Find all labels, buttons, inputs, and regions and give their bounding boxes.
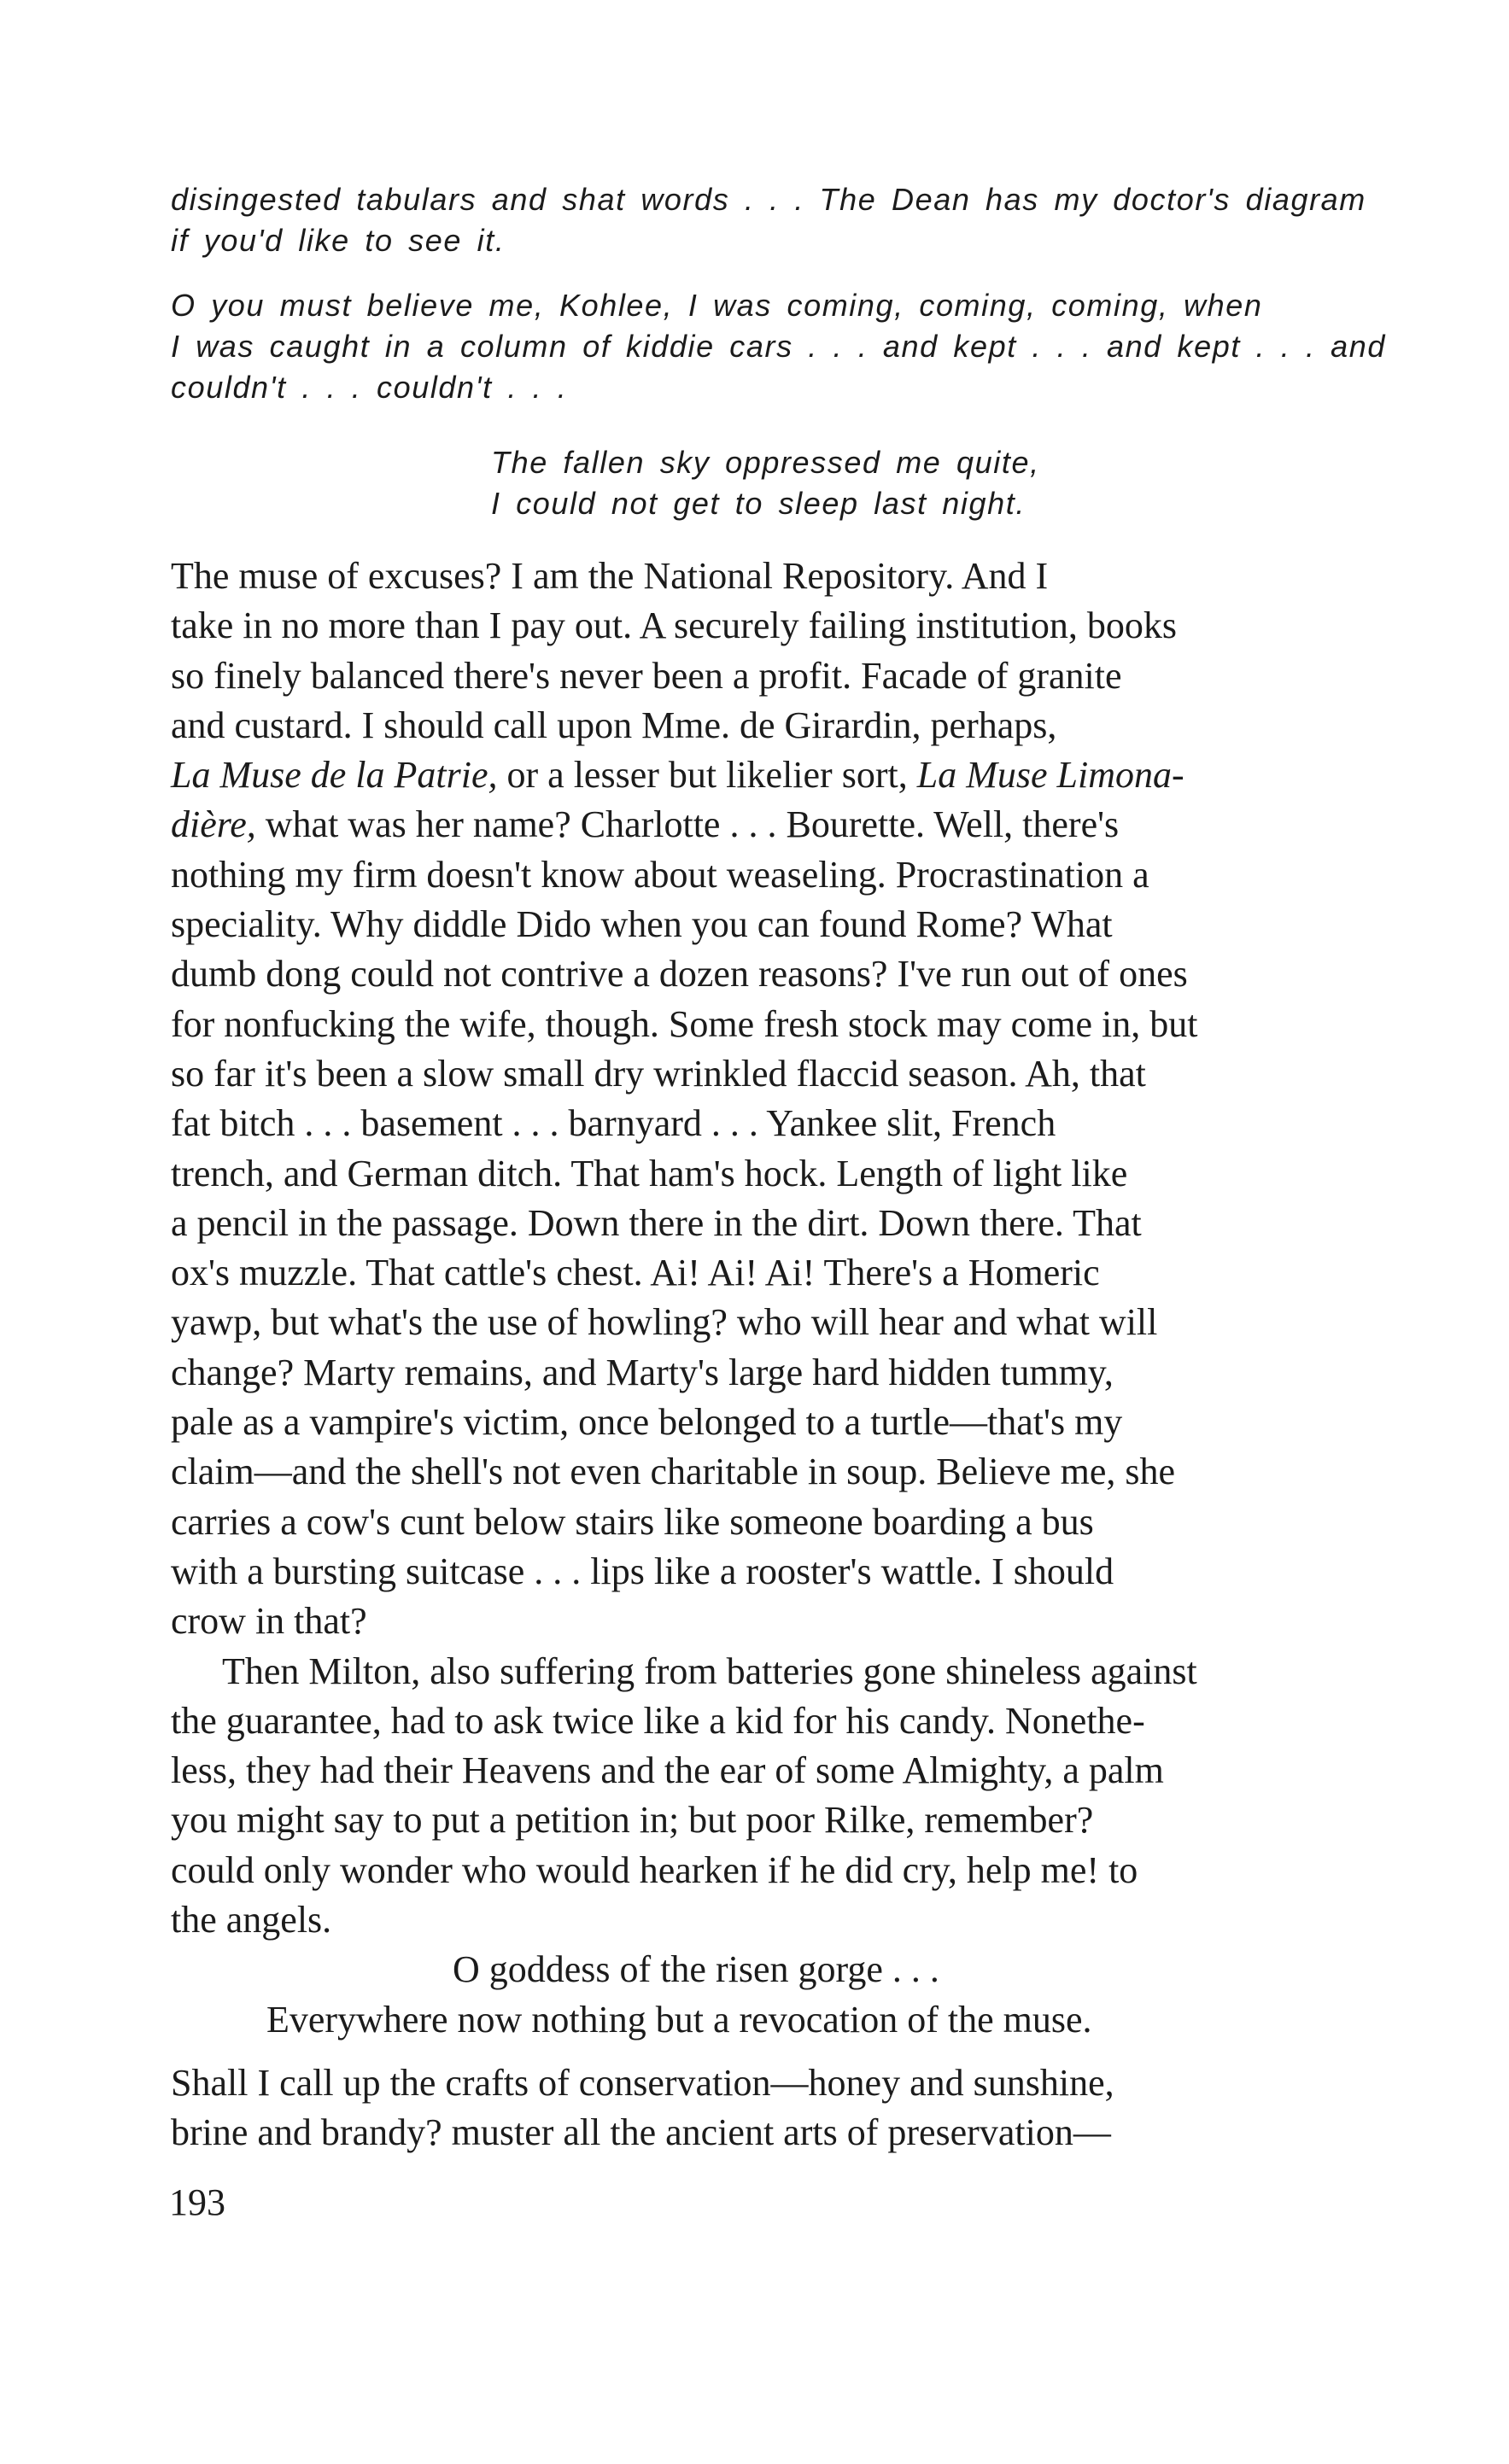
text-line-mixed [171,750,1349,800]
page-number: 193 [169,2181,225,2223]
intro-paragraph-1 [171,179,1366,261]
text-line: Then Milton, also suffering from batteries gone shineless against [222,1649,1197,1692]
text-line: ox's muzzle. That cattle's chest. Ai! Ai! Ai! There's a Homeric [171,1252,1100,1294]
goddess-line: O goddess of the risen gorge . . . [453,1948,939,1991]
text-line: fat bitch . . . basement . . . barnyard . . . Yankee slit, French [171,1102,1056,1145]
text-line: a pencil in the passage. Down there in the dirt. Down there. That [171,1201,1142,1244]
text-run: what was her name? Charlotte . . . Bourette. Well, there's [255,803,1120,846]
text-line: nothing my firm doesn't know about weaseling. Procrastination a [171,853,1149,896]
page-body [171,179,1387,2158]
text-line: brine and brandy? muster all the ancient arts of preservation— [171,2111,1111,2154]
text-line: Shall I call up the crafts of conservation—honey and sunshine, [171,2061,1114,2104]
text-line-mixed [171,800,1349,850]
text-line: I was caught in a column of kiddie cars . . . and kept . . . and kept . . . and [171,329,1387,364]
text-line: take in no more than I pay out. A securely failing institution, books [171,604,1178,647]
italic-intro [171,179,1387,524]
text-line: so finely balanced there's never been a profit. Facade of granite [171,654,1122,697]
closing-paragraph [171,2058,1349,2158]
text-line: for nonfucking the wife, though. Some fresh stock may come in, but [171,1002,1198,1045]
text-line: yawp, but what's the use of howling? who will hear and what will [171,1301,1158,1344]
text-run: or a lesser but likelier sort, [497,754,917,797]
italic-verse [491,442,1349,524]
text-line: carries a cow's cunt below stairs like someone boarding a bus [171,1500,1094,1543]
text-line: claim—and the shell's not even charitable in soup. Believe me, she [171,1451,1176,1493]
text-line: the guarantee, had to ask twice like a kid for his candy. Nonethe- [171,1699,1145,1742]
verse-line-1: The fallen sky oppressed me quite, [491,445,1040,480]
text-line: change? Marty remains, and Marty's large hard hidden tummy, [171,1351,1114,1393]
text-line: dumb dong could not contrive a dozen reasons? I've run out of ones [171,953,1188,996]
text-line: with a bursting suitcase . . . lips like a rooster's wattle. I should [171,1550,1114,1592]
text-line: if you'd like to see it. [171,223,506,258]
intro-paragraph-2 [171,285,1387,408]
text-line: The muse of excuses? I am the National Repository. And I [171,555,1049,597]
text-line: less, they had their Heavens and the ear of some Almighty, a palm [171,1749,1164,1792]
verse-line-2: I could not get to sleep last night. [491,486,1026,521]
text-line: disingested tabulars and shat words . . . The Dean has my doctor's diagram [171,182,1366,217]
milton-paragraph [171,1647,1349,1946]
main-paragraph [171,552,1349,1647]
italic-title: La Muse de la Patrie, [171,754,498,797]
text-line: you might say to put a petition in; but poor Rilke, remember? [171,1799,1094,1842]
text-line: could only wonder who would hearken if he did cry, help me! to [171,1848,1138,1891]
text-line: and custard. I should call upon Mme. de Girardin, perhaps, [171,704,1057,746]
text-line: so far it's been a slow small dry wrinkled flaccid season. Ah, that [171,1052,1146,1095]
text-line: speciality. Why diddle Dido when you can found Rome? What [171,903,1113,946]
italic-title: dière, [171,803,256,846]
text-line: O you must believe me, Kohlee, I was coming, coming, coming, when [171,288,1263,323]
text-line: the angels. [171,1899,332,1941]
everywhere-line: Everywhere now nothing but a revocation of the muse. [266,1998,1092,2041]
text-line: couldn't . . . couldn't . . . [171,370,568,405]
italic-title: La Muse Limona- [916,754,1184,797]
text-line: pale as a vampire's victim, once belonged to a turtle—that's my [171,1401,1123,1444]
text-line: trench, and German ditch. That ham's hock. Length of light like [171,1152,1128,1194]
text-line: crow in that? [171,1600,367,1643]
